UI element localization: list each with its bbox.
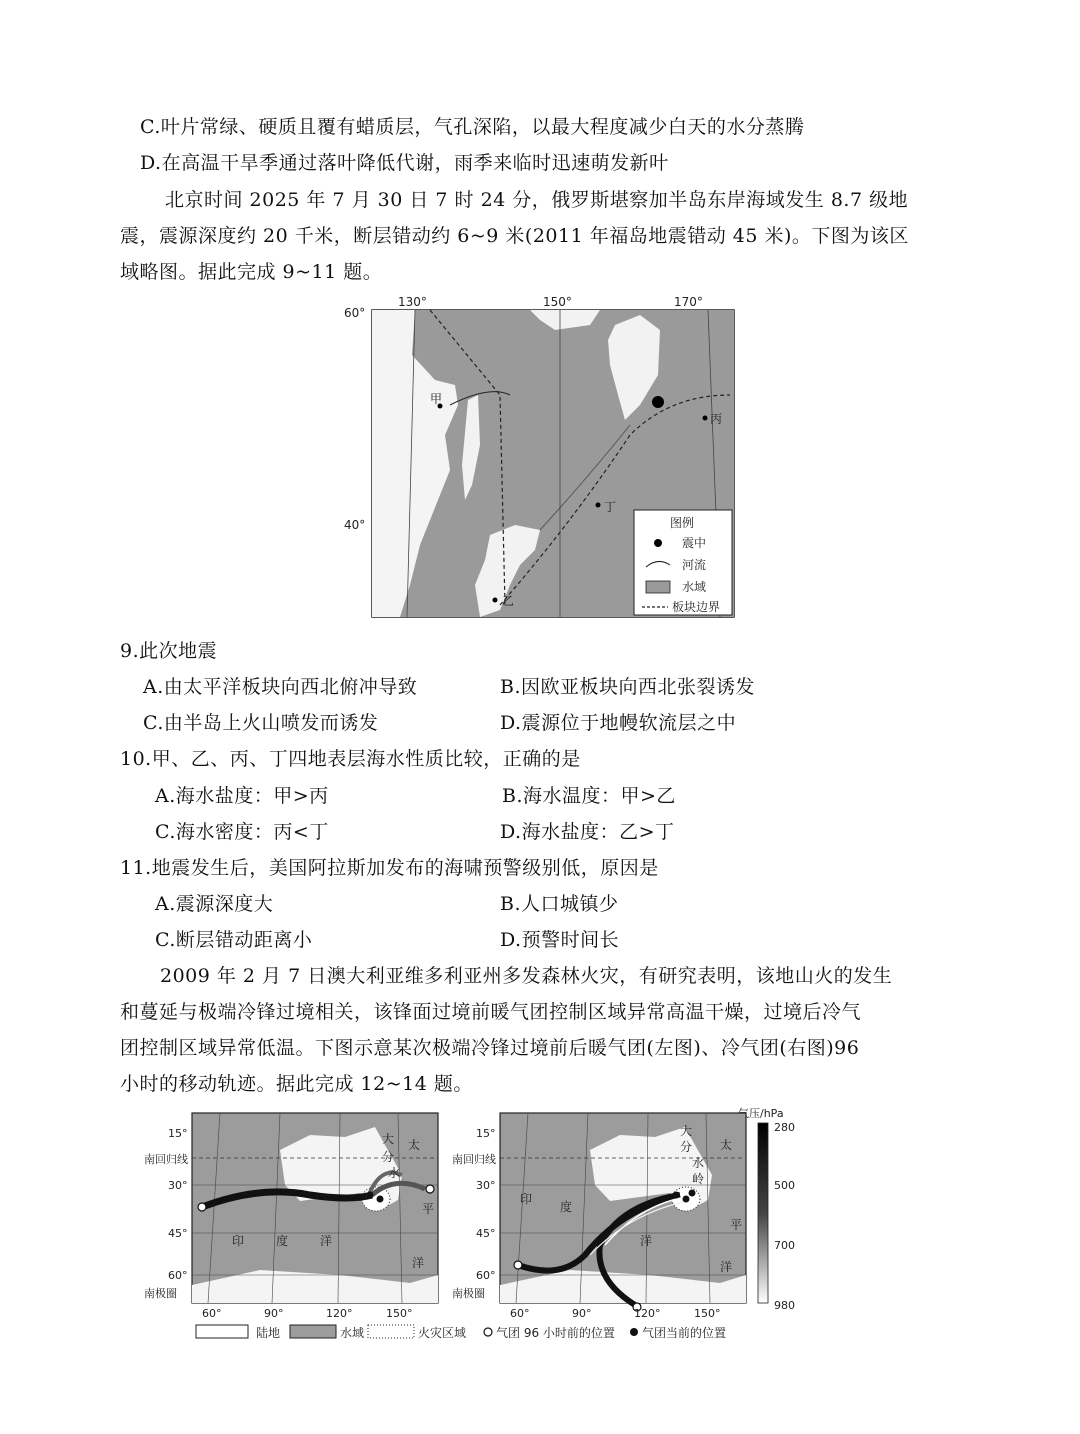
r-lon-90: 90° (572, 1307, 592, 1320)
q9-option-a: A.由太平洋板块向西北俯冲导致 (143, 676, 418, 698)
legend-land: 陆地 (256, 1326, 281, 1340)
l-lat-60: 60° (168, 1269, 188, 1282)
right-char-du: 度 (560, 1200, 573, 1214)
left-char-da: 大 (382, 1132, 395, 1146)
legend-title: 图例 (670, 516, 695, 530)
right-char-shui: 水 (692, 1156, 705, 1170)
right-char-yang: 洋 (640, 1234, 653, 1248)
q10-option-a: A.海水盐度：甲>丙 (155, 785, 329, 807)
q10-option-d: D.海水盐度：乙>丁 (500, 821, 675, 843)
l-lon-150: 150° (386, 1307, 413, 1320)
r-lat-tropic: 南回归线 (452, 1153, 496, 1166)
right-char-yin: 印 (520, 1192, 533, 1206)
lon-label-130: 130° (398, 295, 427, 309)
place-bing: 丙 (710, 412, 723, 426)
passage1-line3: 域略图。据此完成 9~11 题。 (120, 261, 383, 283)
q10-option-c: C.海水密度：丙<丁 (155, 821, 329, 843)
l-lat-30: 30° (168, 1179, 188, 1192)
passage1-line1: 北京时间 2025 年 7 月 30 日 7 时 24 分，俄罗斯堪察加半岛东岸海域发生 8.7 级地 (165, 189, 909, 211)
passage2-line4: 小时的移动轨迹。据此完成 12~14 题。 (120, 1073, 473, 1095)
place-jia: 甲 (430, 392, 443, 406)
l-lat-antarctic: 南极圈 (144, 1287, 177, 1300)
l-lat-45: 45° (168, 1227, 188, 1240)
legend-water: 水域 (682, 580, 707, 594)
q10-option-b: B.海水温度：甲>乙 (502, 785, 676, 807)
r-lon-60: 60° (510, 1307, 530, 1320)
kamchatka-map (340, 285, 740, 625)
l-lat-15: 15° (168, 1127, 188, 1140)
legend-water2: 水域 (340, 1326, 365, 1340)
passage2-line1: 2009 年 2 月 7 日澳大利亚维多利亚州多发森林火灾，有研究表明，该地山火的发生 (160, 965, 893, 987)
pressure-tick-700: 700 (774, 1239, 795, 1252)
right-char-tai: 太 (720, 1138, 733, 1152)
q10-stem: 10.甲、乙、丙、丁四地表层海水性质比较，正确的是 (120, 748, 581, 770)
pressure-tick-980: 980 (774, 1299, 795, 1312)
q11-option-c: C.断层错动距离小 (155, 929, 313, 951)
map2-legend (196, 1325, 726, 1340)
lon-label-150: 150° (543, 295, 572, 309)
legend-fire: 火灾区域 (418, 1326, 467, 1340)
l-lat-tropic: 南回归线 (144, 1153, 188, 1166)
left-char-fen: 分 (382, 1150, 395, 1164)
left-char-yang2: 洋 (412, 1256, 425, 1270)
q9-stem: 9.此次地震 (120, 640, 218, 662)
cold-air-panel (500, 1113, 746, 1311)
left-char-yin: 印 (232, 1234, 245, 1248)
place-yi: 乙 (502, 594, 515, 608)
lat-label-60: 60° (344, 306, 366, 320)
right-char-da: 大 (680, 1124, 693, 1138)
q11-option-d: D.预警时间长 (500, 929, 620, 951)
left-char-yang: 洋 (320, 1234, 333, 1248)
option-c-prev: C.叶片常绿、硬质且覆有蜡质层，气孔深陷，以最大程度减少白天的水分蒸腾 (140, 116, 805, 138)
legend-now: 气团当前的位置 (642, 1326, 727, 1340)
q9-option-d: D.震源位于地幔软流层之中 (500, 712, 737, 734)
right-char-fen: 分 (680, 1140, 693, 1154)
q11-stem: 11.地震发生后，美国阿拉斯加发布的海啸预警级别低，原因是 (120, 857, 659, 879)
r-lat-60: 60° (476, 1269, 496, 1282)
legend-plate: 板块边界 (672, 600, 721, 614)
q9-option-c: C.由半岛上火山喷发而诱发 (143, 712, 379, 734)
right-char-ping: 平 (730, 1218, 743, 1232)
l-lon-120: 120° (326, 1307, 353, 1320)
right-char-yang2: 洋 (720, 1260, 733, 1274)
l-lon-60: 60° (202, 1307, 222, 1320)
epicenter-marker (652, 396, 664, 408)
option-d-prev: D.在高温干旱季通过落叶降低代谢，雨季来临时迅速萌发新叶 (140, 152, 669, 174)
r-lon-150: 150° (694, 1307, 721, 1320)
legend-river: 河流 (682, 558, 707, 572)
r-lon-120: 120° (634, 1307, 661, 1320)
right-char-ling: 岭 (692, 1172, 705, 1186)
legend-past: 气团 96 小时前的位置 (496, 1326, 615, 1340)
left-char-shui: 水 (388, 1166, 401, 1180)
left-char-ping: 平 (422, 1202, 435, 1216)
pressure-tick-500: 500 (774, 1179, 795, 1192)
map1-legend (634, 510, 732, 615)
r-lat-45: 45° (476, 1227, 496, 1240)
q9-option-b: B.因欧亚板块向西北张裂诱发 (500, 676, 756, 698)
place-ding: 丁 (604, 500, 617, 514)
q11-option-b: B.人口城镇少 (500, 893, 619, 915)
passage2-line2: 和蔓延与极端冷锋过境相关，该锋面过境前暖气团控制区域异常高温干燥，过境后冷气 (120, 1001, 862, 1023)
l-lon-90: 90° (264, 1307, 284, 1320)
air-mass-map (140, 1105, 820, 1345)
passage2-line3: 团控制区域异常低温。下图示意某次极端冷锋过境前后暖气团(左图)、冷气团(右图)96 (120, 1037, 860, 1059)
pressure-title: 气压/hPa (738, 1107, 784, 1120)
left-char-tai: 太 (408, 1138, 421, 1152)
warm-air-panel (192, 1113, 438, 1303)
legend-epicenter: 震中 (682, 536, 707, 550)
q11-option-a: A.震源深度大 (155, 893, 274, 915)
r-lat-30: 30° (476, 1179, 496, 1192)
r-lat-15: 15° (476, 1127, 496, 1140)
r-lat-antarctic: 南极圈 (452, 1287, 485, 1300)
passage1-line2: 震，震源深度约 20 千米，断层错动约 6~9 米(2011 年福岛地震错动 45 米)。下图为该区 (120, 225, 909, 247)
lon-label-170: 170° (674, 295, 703, 309)
pressure-tick-280: 280 (774, 1121, 795, 1134)
lat-label-40: 40° (344, 518, 366, 532)
left-char-du: 度 (276, 1234, 289, 1248)
